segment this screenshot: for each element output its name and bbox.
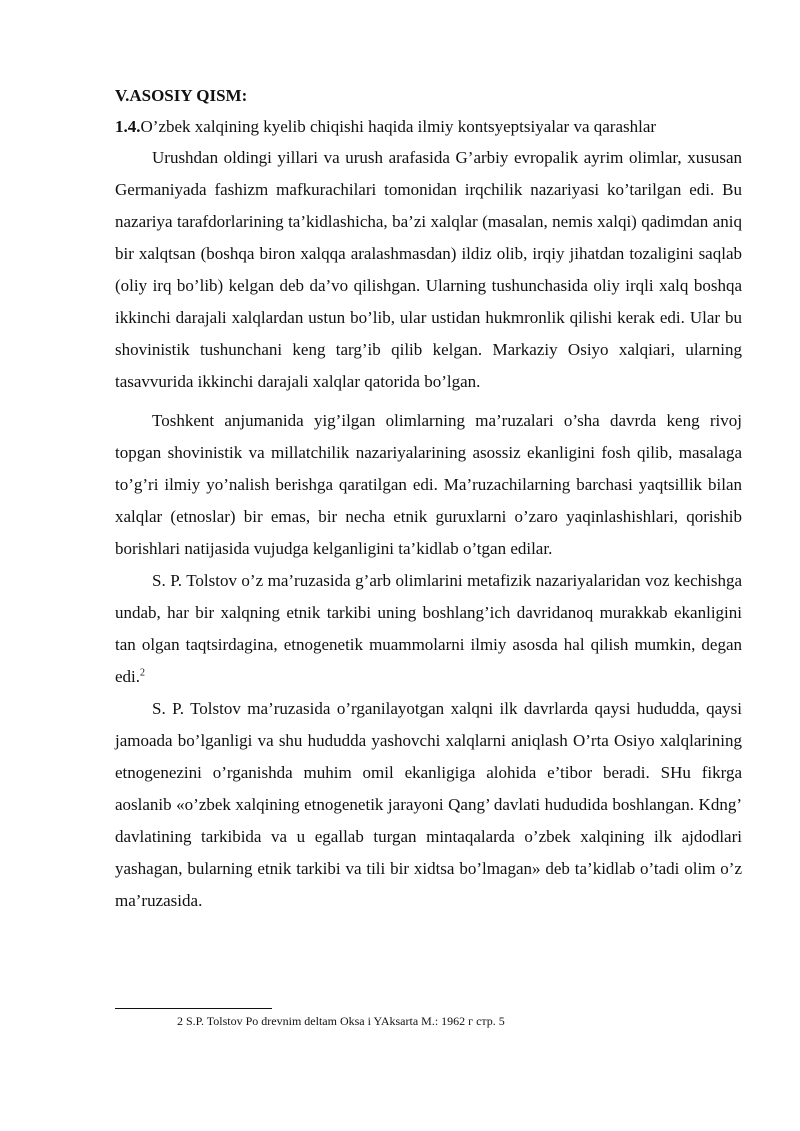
subsection-number: 1.4. <box>115 117 141 136</box>
paragraph-2: Toshkent anjumanida yig’ilgan olimlarning ma’ruzalari o’sha davrda keng rivoj topgan shovinistik va millatchilik nazariyalarining asossiz ekanligini fosh qilib, masalaga to’g’ri ilmiy yo’nalish berishga qaratilgan edi. Ma’ruzachilarning barchasi yaqtsillik bilan xalqlar (etnoslar) bir emas, bir necha etnik guruxlarni o’zaro yaqinlashishlari, qorishib borishlari natijasida vujudga kelganligini ta’kidlab o’tgan edilar. <box>115 411 742 558</box>
subsection-title: O’zbek xalqining kyelib chiqishi haqida ilmiy kontsyeptsiyalar va qarashlar <box>140 117 657 136</box>
paragraph-1: Urushdan oldingi yillari va urush arafasida G’arbiy evropalik ayrim olimlar, xususan Germaniyada fashizm mafkurachilari tomonidan irqchilik nazariyasi ko’tarilgan edi. Bu nazariya tarafdorlarining ta’kidlashicha, ba’zi xalqlar (masalan, nemis xalqi) qadimdan aniq bir xalqtsan (boshqa biron xalqqa aralashmasdan) ildiz olib, irqiy jihatdan tozaligini saqlab (oliy irq bo’lib) kelgan deb da’vo qilishgan. Ularning tushunchasida oliy irqli xalq boshqa ikkinchi darajali xalqlardan ustun bo’lib, ular ustidan hukmronlik qilishi kerak edi. Ular bu shovinistik tushunchani keng targ’ib qilib kelgan. Markaziy Osiyo xalqiari, ularning tasavvurida ikkinchi darajali xalqlar qatorida bo’lgan. <box>115 148 742 391</box>
subsection-heading <box>115 112 742 142</box>
footnote: 2 S.P. Tolstov Po drevnim deltam Oksa i YAksarta M.: 1962 г стр. 5 <box>177 1014 505 1028</box>
footnote-divider <box>115 1008 272 1009</box>
section-title: V.ASOSIY QISM: <box>115 86 248 105</box>
footnote-reference: 2 <box>140 667 146 679</box>
paragraph-3-text: S. P. Tolstov o’z ma’ruzasida g’arb olimlarini metafizik nazariyalaridan voz kechishga undab, har bir xalqning etnik tarkibi uning boshlang’ich davridanoq murakkab ekanligini tan olgan taqtsirdagina, etnogenetik muammolarni ilmiy asosda hal qilish mumkin, degan edi. <box>115 571 742 686</box>
paragraph-4: S. P. Tolstov ma’ruzasida o’rganilayotgan xalqni ilk davrlarda qaysi hududda, qaysi jamoada bo’lganligi va shu hududda yashovchi xalqlarni aniqlash O’rta Osiyo xalqlarining etnogenezini o’rganishda muhim omil ekanligiga alohida e’tibor beradi. SHu fikrga aoslanib «o’zbek xalqining etnogenetik jarayoni Qang’ davlati hududida boshlangan. Kdng’ davlatining tarkibida va u egallab turgan mintaqalarda o’zbek xalqining ilk ajdodlari yashagan, bularning etnik tarkibi va tili bir xidtsa bo’lmagan» deb ta’kidlab o’tadi olim o’z ma’ruzasida. <box>115 699 742 910</box>
paragraph-3 <box>115 565 742 693</box>
document-page <box>115 80 742 917</box>
